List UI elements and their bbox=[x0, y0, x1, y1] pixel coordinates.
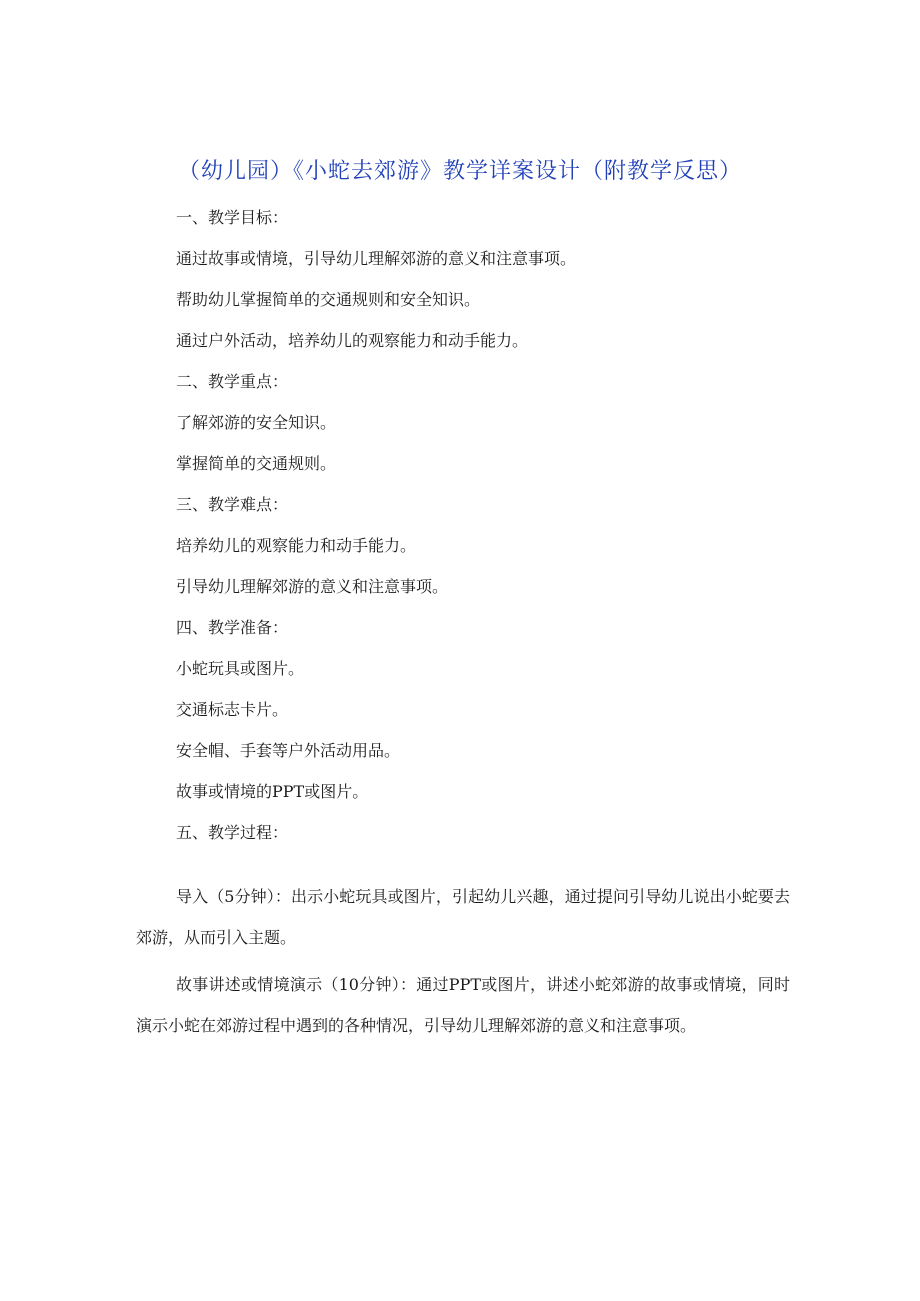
text-line: 通过户外活动，培养幼儿的观察能力和动手能力。 bbox=[176, 331, 529, 350]
text-line: 故事或情境的PPT或图片。 bbox=[176, 782, 369, 801]
document-body bbox=[136, 204, 790, 1046]
text-line: 培养幼儿的观察能力和动手能力。 bbox=[176, 536, 417, 555]
section-heading-preparation: 四、教学准备： bbox=[176, 618, 289, 637]
text-line: 小蛇玩具或图片。 bbox=[176, 659, 305, 678]
paragraph-introduction: 导入（5分钟）：出示小蛇玩具或图片，引起幼儿兴趣，通过提问引导幼儿说出小蛇要去郊游，从而引入主题。 bbox=[136, 887, 790, 947]
text-line: 交通标志卡片。 bbox=[176, 700, 289, 719]
text-line: 通过故事或情境，引导幼儿理解郊游的意义和注意事项。 bbox=[176, 249, 577, 268]
document-title: （幼儿园）《小蛇去郊游》教学详案设计（附教学反思） bbox=[177, 159, 742, 184]
section-heading-key-points: 二、教学重点： bbox=[176, 372, 289, 391]
text-line: 掌握简单的交通规则。 bbox=[176, 454, 337, 473]
section-heading-objectives: 一、教学目标： bbox=[176, 208, 289, 227]
section-heading-process: 五、教学过程： bbox=[176, 823, 289, 842]
paragraph-story: 故事讲述或情境演示（10分钟）：通过PPT或图片，讲述小蛇郊游的故事或情境，同时演示小蛇在郊游过程中遇到的各种情况，引导幼儿理解郊游的意义和注意事项。 bbox=[136, 975, 790, 1035]
text-line: 安全帽、手套等户外活动用品。 bbox=[176, 741, 401, 760]
text-line: 帮助幼儿掌握简单的交通规则和安全知识。 bbox=[176, 290, 481, 309]
section-heading-difficulties: 三、教学难点： bbox=[176, 495, 289, 514]
text-line: 了解郊游的安全知识。 bbox=[176, 413, 337, 432]
text-line: 引导幼儿理解郊游的意义和注意事项。 bbox=[176, 577, 449, 596]
